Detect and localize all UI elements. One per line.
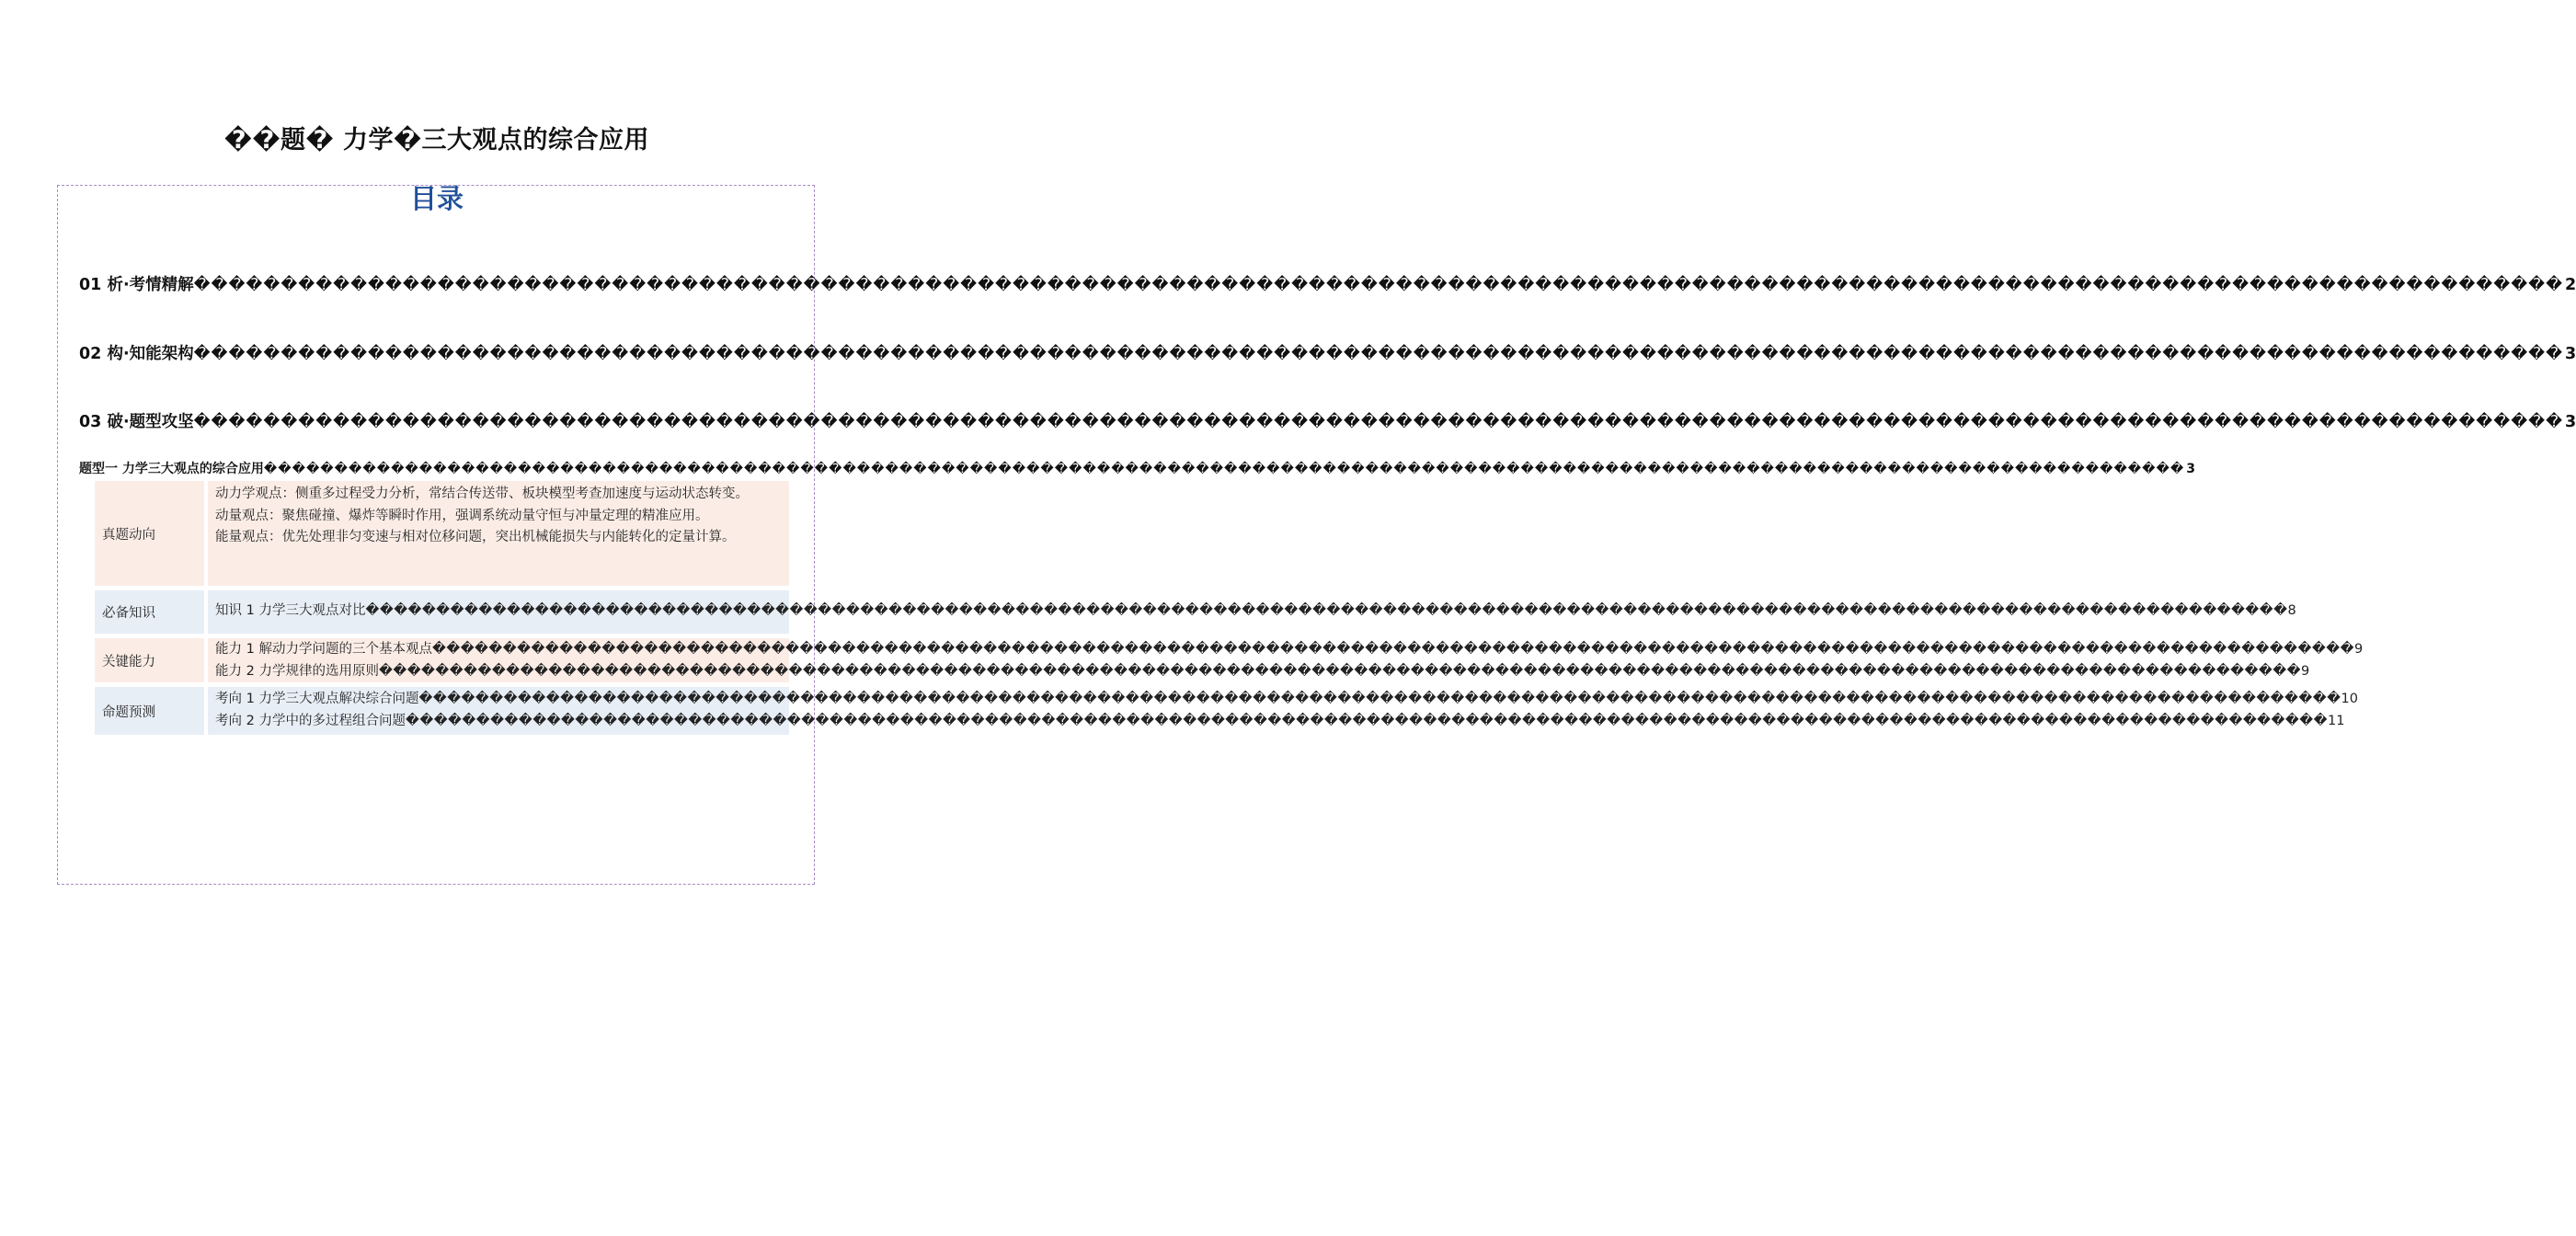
toc-detail-table xyxy=(95,481,2364,735)
knowledge-entry[interactable] xyxy=(215,601,2296,623)
row-content-exam-trends xyxy=(208,481,789,586)
ability-entry[interactable] xyxy=(215,639,2364,661)
row-content-key-abilities xyxy=(208,638,2364,682)
entry-page: 10 xyxy=(2341,692,2358,706)
row-content-exam-forecast xyxy=(208,687,2358,735)
toc-entry-label: 03 破·题型攻坚 xyxy=(79,413,194,431)
toc-page-number: 3 xyxy=(2565,413,2576,431)
toc-leader: ���������������������������������������������������������������������������������������������������������������������������������������� xyxy=(418,692,2341,706)
toc-leader: ���������������������������������������������������������������������������������������������������������������������������������������� xyxy=(193,345,2564,363)
toc-page-number: 3 xyxy=(2565,345,2576,363)
forecast-entry[interactable] xyxy=(215,689,2358,711)
toc-page-number: 2 xyxy=(2565,276,2576,294)
toc-entry-framework[interactable] xyxy=(79,341,2576,364)
toc-heading: 目录 xyxy=(409,183,464,214)
forecast-entry[interactable] xyxy=(215,711,2345,733)
row-label-exam-trends: 真题动向 xyxy=(95,481,204,586)
entry-text: 知识 1 力学三大观点对比 xyxy=(215,603,366,618)
trend-paragraph: 能量观点：优先处理非匀变速与相对位移问题，突出机械能损失与内能转化的定量计算。 xyxy=(215,530,736,544)
entry-text: 能力 2 力学规律的选用原则 xyxy=(215,663,379,679)
trend-paragraph: 动量观点：聚焦碰撞、爆炸等瞬时作用，强调系统动量守恒与冲量定理的精准应用。 xyxy=(215,508,709,523)
entry-page: 8 xyxy=(2287,603,2296,618)
row-label-exam-forecast: 命题预测 xyxy=(95,687,204,735)
entry-text: 考向 1 力学三大观点解决综合问题 xyxy=(215,692,419,706)
entry-page: 11 xyxy=(2328,713,2345,728)
row-content-essential-knowledge xyxy=(208,590,2296,634)
entry-page: 9 xyxy=(2301,663,2310,679)
toc-leader: ���������������������������������������������������������������������������������������������������������������������������������������� xyxy=(193,413,2564,431)
toc-leader: ���������������������������������������������������������������������������������������������������������������������������������������� xyxy=(193,276,2564,294)
toc-entry-analysis[interactable] xyxy=(79,272,2576,295)
toc-entry-question-types[interactable] xyxy=(79,409,2576,432)
toc-leader: ���������������������������������������������������������������������������������������������������������������������������������������� xyxy=(405,713,2329,728)
toc-leader: ���������������������������������������������������������������������������������������������������������������������������������������� xyxy=(365,603,2288,618)
toc-page-number: 3 xyxy=(2186,462,2195,476)
trend-paragraph: 动力学观点：侧重多过程受力分析，常结合传送带、板块模型考查加速度与运动状态转变。 xyxy=(215,486,749,501)
row-label-key-abilities: 关键能力 xyxy=(95,638,204,682)
toc-entry-label: 01 析·考情精解 xyxy=(79,276,194,294)
toc-entry-label: 题型一 力学三大观点的综合应用 xyxy=(79,462,264,476)
row-label-essential-knowledge: 必备知识 xyxy=(95,590,204,634)
toc-entry-label: 02 构·知能架构 xyxy=(79,345,194,363)
toc-leader: ���������������������������������������������������������������������������������������������������������������������������������������� xyxy=(431,642,2355,657)
ability-entry[interactable] xyxy=(215,661,2310,683)
toc-leader: ���������������������������������������������������������������������������������������������������������������������������������������� xyxy=(263,462,2185,476)
entry-page: 9 xyxy=(2354,642,2364,657)
entry-text: 考向 2 力学中的多过程组合问题 xyxy=(215,713,406,728)
toc-leader: ���������������������������������������������������������������������������������������������������������������������������������������� xyxy=(378,663,2302,679)
entry-text: 能力 1 解动力学问题的三个基本观点 xyxy=(215,642,432,657)
document-title: ��题� 力学�三大观点的综合应用 xyxy=(223,126,650,154)
toc-subentry-type-one[interactable] xyxy=(79,459,2195,477)
